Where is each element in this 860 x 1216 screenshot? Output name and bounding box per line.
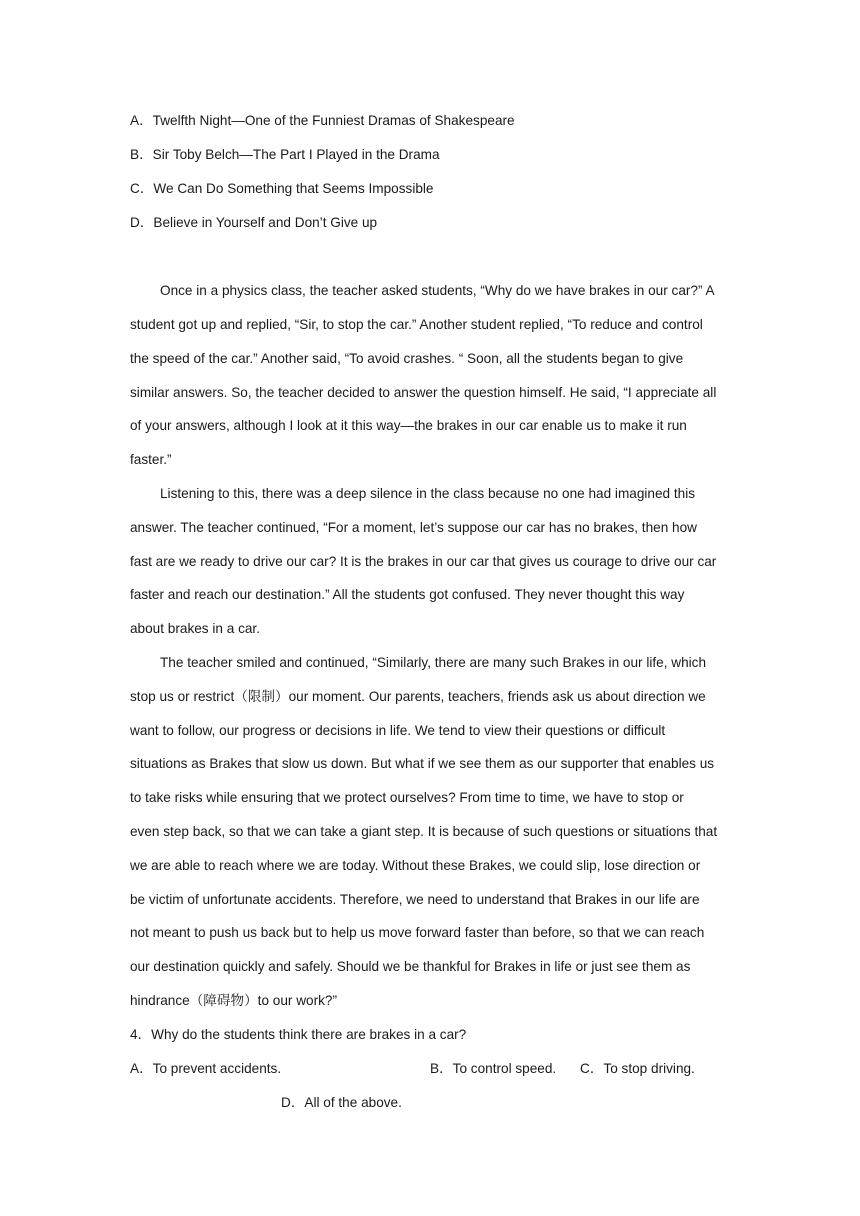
question-4-option-c: C．To stop driving.: [580, 1061, 695, 1076]
question-4-option-d: D．All of the above.: [281, 1095, 402, 1110]
prev-option-c: [130, 179, 434, 199]
option-letter: D．: [130, 215, 154, 230]
passage-line: student got up and replied, “Sir, to stop the car.” Another student replied, “To reduce and control: [130, 317, 703, 332]
passage-line: the speed of the car.” Another said, “To avoid crashes. “ Soon, all the students began to give: [130, 351, 684, 366]
passage-line: be victim of unfortunate accidents. Therefore, we need to understand that Brakes in our life are: [130, 892, 700, 907]
option-text: Twelfth Night—One of the Funniest Dramas of Shakespeare: [152, 113, 515, 128]
passage-line: about brakes in a car.: [130, 621, 260, 636]
option-letter: C．: [130, 181, 154, 196]
passage-line: our destination quickly and safely. Should we be thankful for Brakes in life or just see them as: [130, 959, 691, 974]
passage-line: to take risks while ensuring that we protect ourselves? From time to time, we have to stop or: [130, 790, 684, 805]
prev-option-a: [130, 111, 515, 131]
prev-option-b: [130, 145, 440, 165]
option-text: Believe in Yourself and Don’t Give up: [153, 215, 378, 230]
passage-line: hindrance（障碍物）to our work?”: [130, 993, 337, 1008]
passage-line: The teacher smiled and continued, “Similarly, there are many such Brakes in our life, which: [160, 655, 707, 670]
passage-line: we are able to reach where we are today. Without these Brakes, we could slip, lose direction or: [130, 858, 701, 873]
passage-line: not meant to push us back but to help us move forward faster than before, so that we can reach: [130, 925, 705, 940]
passage-line: situations as Brakes that slow us down. But what if we see them as our supporter that enables us: [130, 756, 715, 771]
option-text: Sir Toby Belch—The Part I Played in the Drama: [152, 147, 440, 162]
passage-line: even step back, so that we can take a giant step. It is because of such questions or situations that: [130, 824, 718, 839]
option-text: We Can Do Something that Seems Impossible: [153, 181, 434, 196]
option-letter: A．: [130, 113, 153, 128]
passage-line: faster.”: [130, 452, 172, 467]
passage-line: stop us or restrict（限制）our moment. Our parents, teachers, friends ask us about direction we: [130, 689, 706, 704]
question-4-stem: 4．Why do the students think there are brakes in a car?: [130, 1027, 467, 1042]
passage-line: fast are we ready to drive our car? It is the brakes in our car that gives us courage to drive our car: [130, 554, 717, 569]
passage-line: of your answers, although I look at it this way—the brakes in our car enable us to make it run: [130, 418, 687, 433]
option-letter: B．: [130, 147, 153, 162]
passage-line: faster and reach our destination.” All the students got confused. They never thought this way: [130, 587, 685, 602]
passage-line: Once in a physics class, the teacher asked students, “Why do we have brakes in our car?” A: [160, 283, 715, 298]
question-4-option-b: B．To control speed.: [430, 1061, 557, 1076]
passage-line: Listening to this, there was a deep silence in the class because no one had imagined this: [160, 486, 696, 501]
prev-option-d: [130, 213, 377, 233]
passage-line: similar answers. So, the teacher decided to answer the question himself. He said, “I appreciate all: [130, 385, 717, 400]
passage-line: answer. The teacher continued, “For a moment, let’s suppose our car has no brakes, then how: [130, 520, 697, 535]
question-4-option-a: A．To prevent accidents.: [130, 1061, 282, 1076]
passage-line: want to follow, our progress or decisions in life. We tend to view their questions or difficult: [130, 723, 666, 738]
